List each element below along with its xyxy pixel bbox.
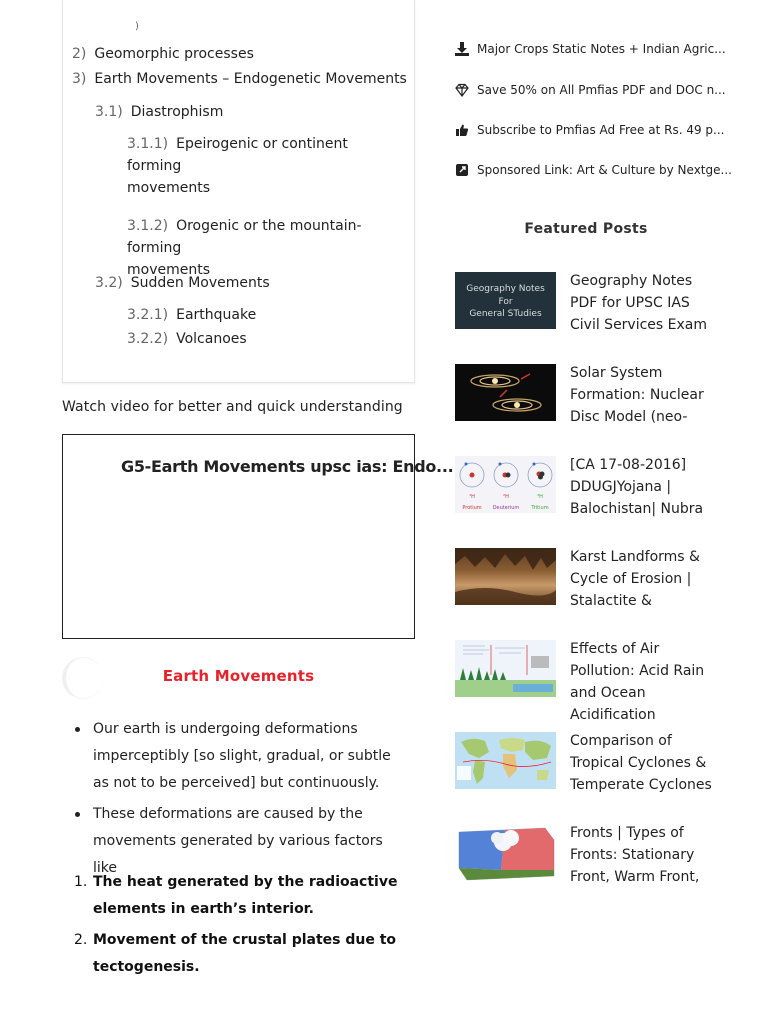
- sidebar-link-subscribe[interactable]: [455, 120, 725, 140]
- weather-front-diagram: [455, 824, 556, 881]
- video-caption: Watch video for better and quick understanding: [62, 399, 403, 415]
- ordered-list: [74, 869, 404, 985]
- toc-item-number: 3.2): [95, 275, 123, 291]
- list-item: [74, 927, 404, 981]
- post-title[interactable]: Solar System Formation: Nuclear Disc Model (neo-: [570, 365, 704, 425]
- thumbs-up-icon: [455, 123, 469, 137]
- list-item-number: 2.: [74, 932, 88, 948]
- toc-item-number: 3.1.2): [127, 218, 169, 234]
- isotope-label: Protium: [462, 505, 482, 511]
- bullet-list: [74, 716, 404, 886]
- toc-item-label-continued: movements: [127, 180, 211, 196]
- featured-post[interactable]: [455, 638, 725, 723]
- thumbnail-text: Geography Notes: [466, 284, 545, 294]
- toc-item-number: 3.2.2): [127, 331, 169, 347]
- toc-item-label: Volcanoes: [176, 331, 247, 347]
- cave-image: [455, 548, 556, 605]
- list-item: These deformations are caused by the movements generated by various factors like: [74, 801, 404, 882]
- sidebar-link-label: Subscribe to Pmfias Ad Free at Rs. 49 p...: [477, 123, 725, 137]
- toc-item[interactable]: [72, 68, 407, 90]
- toc-item[interactable]: [72, 43, 254, 65]
- sidebar-link-sponsored[interactable]: [455, 160, 732, 180]
- toc-item-label: Earth Movements – Endogenetic Movements: [94, 71, 407, 87]
- svg-text:²H: ²H: [503, 494, 509, 500]
- acid-rain-diagram: [455, 640, 556, 697]
- isotope-label: Tritium: [531, 505, 549, 511]
- featured-post[interactable]: [455, 730, 725, 802]
- list-item-number: 1.: [74, 874, 88, 890]
- post-thumbnail[interactable]: [455, 640, 556, 697]
- isotope-label: Deuterium: [492, 505, 520, 511]
- featured-post[interactable]: [455, 270, 725, 342]
- sidebar-link-label: Save 50% on All Pmfias PDF and DOC n...: [477, 83, 726, 97]
- post-title[interactable]: Fronts | Types of Fronts: Stationary Front, Warm Front,: [570, 825, 700, 885]
- toc-item-label: Sudden Movements: [130, 275, 270, 291]
- sidebar-link-save-50[interactable]: [455, 80, 726, 100]
- toc-item-label: Orogenic or the mountain-forming: [127, 218, 362, 256]
- toc-item-number: 2): [72, 46, 87, 62]
- sidebar-link-label: Sponsored Link: Art & Culture by Nextge...: [477, 163, 732, 177]
- video-title[interactable]: G5-Earth Movements upsc ias: Endo...: [121, 457, 454, 476]
- list-item: Our earth is undergoing deformations imperceptibly [so slight, gradual, or subtle as not to be perceived] but continuously.: [74, 716, 404, 797]
- toc-item-number: 3): [72, 71, 87, 87]
- featured-post[interactable]: [455, 454, 725, 526]
- sidebar-link-label: Major Crops Static Notes + Indian Agric...: [477, 42, 726, 56]
- cyclone-map-image: [455, 732, 556, 789]
- post-thumbnail[interactable]: [455, 272, 556, 329]
- featured-post[interactable]: [455, 546, 725, 618]
- external-link-icon: [455, 163, 469, 177]
- post-thumbnail[interactable]: [455, 548, 556, 605]
- post-title[interactable]: Effects of Air Pollution: Acid Rain and Ocean Acidification: [570, 641, 705, 723]
- post-title[interactable]: Geography Notes PDF for UPSC IAS Civil Services Exam: [570, 273, 708, 333]
- table-of-contents: [62, 0, 415, 383]
- post-title[interactable]: Karst Landforms & Cycle of Erosion | Stalactite &: [570, 549, 700, 609]
- toc-item[interactable]: [127, 304, 256, 326]
- solar-disc-image: [455, 364, 556, 421]
- toc-item-number: 3.1.1): [127, 136, 169, 152]
- toc-item-label: Epeirogenic or continent forming: [127, 136, 348, 174]
- toc-item[interactable]: [127, 328, 247, 350]
- toc-item-number: 3.1): [95, 104, 123, 120]
- post-thumbnail[interactable]: [455, 732, 556, 789]
- thumbnail-text: General STudies: [469, 309, 542, 319]
- diamond-icon: [455, 83, 469, 97]
- svg-text:¹H: ¹H: [469, 494, 475, 500]
- post-thumbnail[interactable]: [455, 364, 556, 421]
- list-item: [74, 869, 404, 923]
- sidebar-link-major-crops[interactable]: [455, 39, 726, 59]
- toc-item-label: Geomorphic processes: [94, 46, 254, 62]
- post-title[interactable]: Comparison of Tropical Cyclones & Temperate Cyclones: [570, 733, 712, 793]
- toc-item[interactable]: [95, 101, 223, 123]
- post-thumbnail[interactable]: [455, 456, 556, 513]
- featured-post[interactable]: [455, 822, 725, 894]
- toc-item-label: Diastrophism: [130, 104, 224, 120]
- post-title[interactable]: [CA 17-08-2016] DDUGJYojana | Balochistan| Nubra: [570, 457, 704, 517]
- svg-text:³H: ³H: [537, 494, 543, 500]
- toc-item-number: 3.2.1): [127, 307, 169, 323]
- section-heading: Earth Movements: [162, 667, 315, 685]
- download-icon: [455, 42, 469, 56]
- video-embed[interactable]: [62, 434, 454, 639]
- toc-item[interactable]: [127, 133, 397, 199]
- list-item-text: The heat generated by the radioactive elements in earth’s interior.: [93, 874, 398, 917]
- featured-posts-heading: Featured Posts: [524, 221, 648, 237]
- hydrogen-isotopes-image: [455, 456, 556, 513]
- toc-item[interactable]: [95, 272, 270, 294]
- featured-post[interactable]: [455, 362, 725, 434]
- thumbnail-text: For: [498, 296, 513, 307]
- toc-item-label-continued: movements: [127, 262, 211, 278]
- toc-item-label: Earthquake: [176, 307, 257, 323]
- toc-cut-off-line: ): [135, 21, 139, 32]
- section-heading-block: [62, 657, 415, 699]
- list-item-text: Movement of the crustal plates due to tectogenesis.: [93, 932, 397, 975]
- post-thumbnail[interactable]: [455, 824, 556, 881]
